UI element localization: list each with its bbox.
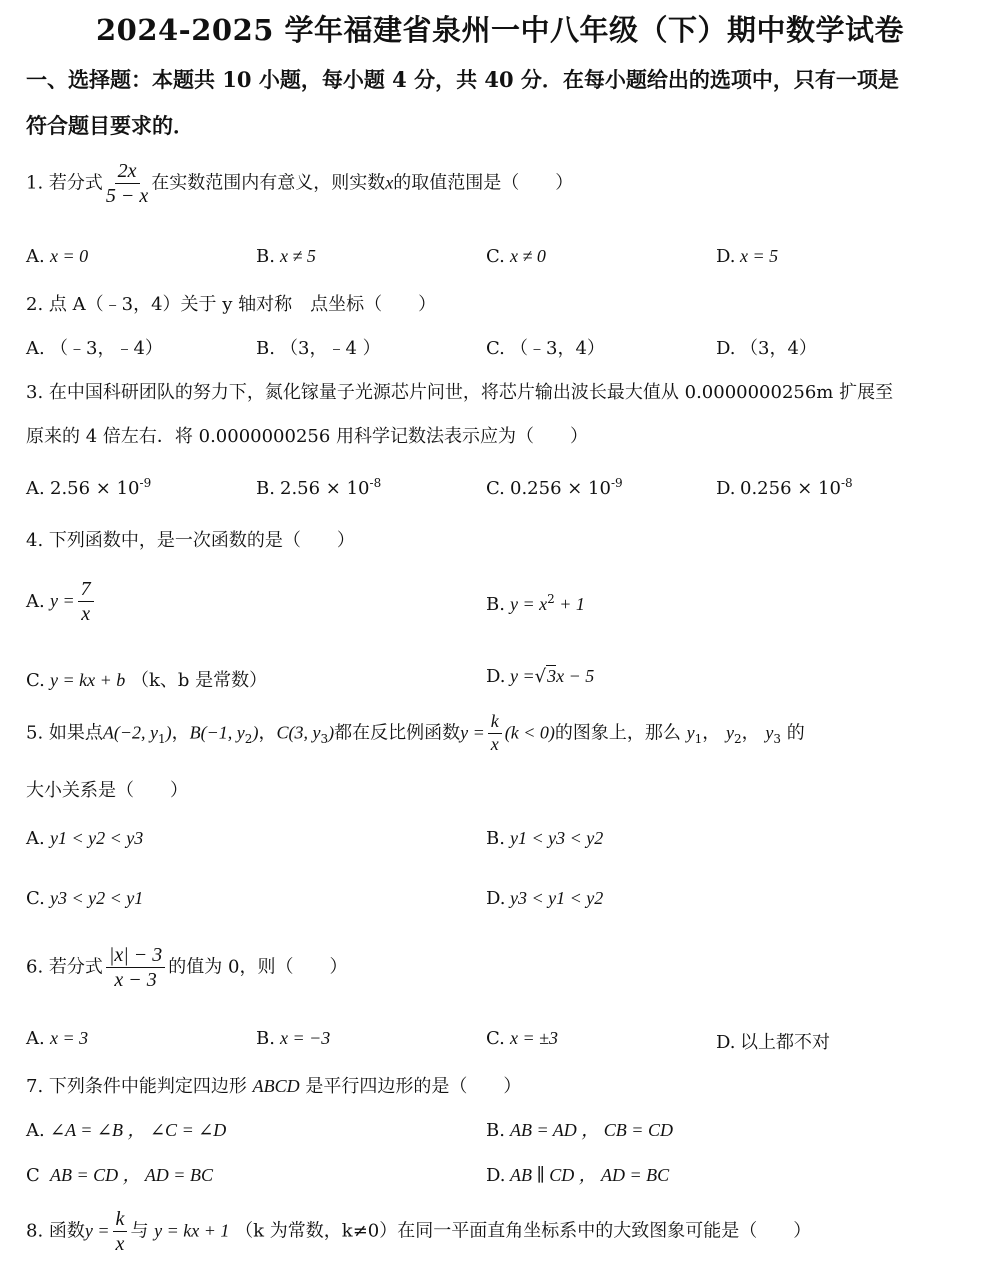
option-letter: A. <box>26 590 45 612</box>
option-letter: C. <box>486 1028 505 1049</box>
option-text: y = x <box>510 594 548 614</box>
option-letter: C. <box>486 478 505 499</box>
q5-stem-c: 的图象上，那么 <box>554 722 681 744</box>
option-text: AB = AD ， CB = CD <box>510 1120 673 1140</box>
option-letter: D. <box>716 1032 736 1053</box>
option-text: （﹣3，4） <box>510 338 605 359</box>
option-text-tail: x − 5 <box>556 666 595 686</box>
q1-var: x <box>385 172 394 193</box>
sqrt-icon: √ <box>534 666 547 687</box>
frac-den: x <box>115 1233 125 1255</box>
question-2: 2. 点 A（﹣3，4）关于 y 轴对称 点坐标（ ） <box>26 294 437 315</box>
q1-stem-post: 在实数范围内有意义，则实数 <box>151 172 386 194</box>
q6-stem-pre: 6. 若分式 <box>26 956 103 978</box>
option-text: x ≠ 0 <box>510 246 546 266</box>
frac-num: |x| − 3 <box>106 944 165 968</box>
q5-stem-a: 5. 如果点 <box>26 722 103 744</box>
option-text: x = 3 <box>50 1028 89 1048</box>
option-exponent: -9 <box>139 476 152 490</box>
option-letter: B. <box>256 246 275 267</box>
q5-point-b: B(−1, y <box>189 722 245 743</box>
option-text: x = −3 <box>280 1028 331 1048</box>
option-letter: C. <box>486 338 505 359</box>
option-text-tail: + 1 <box>554 594 585 614</box>
q1-option-c[interactable] <box>486 246 546 267</box>
q8-fraction <box>113 1208 128 1255</box>
q1-option-a[interactable] <box>26 246 88 267</box>
option-letter: A. <box>26 338 45 359</box>
q3-option-c[interactable] <box>486 476 623 499</box>
q4-option-a[interactable] <box>26 578 97 625</box>
option-letter: B. <box>256 338 275 359</box>
question-4: 4. 下列函数中，是一次函数的是（ ） <box>26 530 355 551</box>
frac-num: 7 <box>78 578 94 602</box>
question-3-line2: 原来的 4 倍左右．将 0.0000000256 用科学记数法表示应为（ ） <box>26 426 589 447</box>
option-exponent: -8 <box>840 476 853 490</box>
page-title: 2024-2025 学年福建省泉州一中八年级（下）期中数学试卷 <box>95 13 905 47</box>
option-text: x = 5 <box>740 246 779 266</box>
option-text: （﹣3，﹣4） <box>50 338 163 359</box>
option-text: 2.56 × 10 <box>280 478 370 499</box>
option-letter: A. <box>26 246 45 267</box>
section-heading-line1: 一、选择题：本题共 10 小题，每小题 4 分，共 40 分．在每小题给出的选项中，只有一项是 <box>26 67 899 92</box>
q3-option-a[interactable] <box>26 476 151 499</box>
q3-option-b[interactable] <box>256 476 381 499</box>
q7-option-d[interactable] <box>486 1161 669 1187</box>
option-text: x = 0 <box>50 246 89 266</box>
option-text: AB = CD ， AD = BC <box>50 1165 213 1185</box>
q8-fn2: y = kx + 1 <box>154 1220 230 1241</box>
q1-fraction <box>106 160 148 207</box>
q5-fraction <box>488 712 502 755</box>
option-text: AB ∥ CD ， AD = BC <box>510 1165 670 1185</box>
q2-option-a[interactable] <box>26 334 163 360</box>
option-letter: D. <box>486 888 506 909</box>
option-text: x ≠ 5 <box>280 246 316 266</box>
option-exponent: -8 <box>369 476 382 490</box>
q5-stem-d: 的 <box>786 722 805 744</box>
q6-option-c[interactable] <box>486 1028 558 1049</box>
q5-option-a[interactable] <box>26 828 143 849</box>
frac-den: x <box>490 733 499 754</box>
option-text: 2.56 × 10 <box>50 478 140 499</box>
option-text: y = <box>50 590 75 611</box>
option-text: 以上都不对 <box>740 1032 830 1053</box>
q7-option-c[interactable] <box>26 1161 213 1187</box>
q5-point-a: A(−2, y <box>102 722 159 743</box>
option-letter: B. <box>256 478 275 499</box>
option-text: y1 < y2 < y3 <box>50 828 144 848</box>
q6-stem-post: 的值为 0，则（ ） <box>168 956 348 978</box>
option-text: （3，﹣4 ） <box>280 338 381 359</box>
q3-option-d[interactable] <box>716 476 853 499</box>
option-text: y3 < y2 < y1 <box>50 888 144 908</box>
q6-fraction <box>106 944 165 991</box>
q2-option-c[interactable] <box>486 334 605 360</box>
option-letter: B. <box>486 594 505 615</box>
section-heading-line2: 符合题目要求的． <box>26 113 194 138</box>
option-letter: D. <box>716 246 736 267</box>
question-1 <box>26 160 573 207</box>
q5-option-c[interactable] <box>26 888 143 909</box>
q5-option-b[interactable] <box>486 828 603 849</box>
frac-den: x − 3 <box>114 969 157 991</box>
q8-stem-post: （k 为常数，k≠0）在同一平面直角坐标系中的大致图象可能是（ ） <box>235 1220 812 1242</box>
option-letter: A. <box>26 1120 45 1141</box>
q7-option-a[interactable] <box>26 1116 226 1142</box>
option-letter: D. <box>486 1165 506 1186</box>
q1-option-b[interactable] <box>256 246 316 267</box>
option-text: 0.256 × 10 <box>510 478 611 499</box>
option-text: ∠A = ∠B ， ∠C = ∠D <box>50 1120 227 1140</box>
option-letter: C. <box>26 670 45 691</box>
q8-stem-mid: 与 <box>130 1220 149 1242</box>
q5-stem-b: 都在反比例函数 <box>334 722 461 744</box>
question-5-line2: 大小关系是（ ） <box>26 780 188 801</box>
q6-option-d[interactable] <box>716 1028 830 1054</box>
option-letter: A. <box>26 828 45 849</box>
frac-num: k <box>488 712 502 734</box>
option-note: （k、b 是常数） <box>131 670 268 691</box>
q2-option-d[interactable] <box>716 334 817 360</box>
option-radicand: 3 <box>547 666 557 686</box>
question-5-line1: 5. 如果点A(−2, $y_1$)，B(−1, $y_2$)，C(3, $y_3$)都在反比例函数y = $\frac{k}{x}$ (k < 0)的图象上，那么 $y_1$， $y_2$， $y_3$ 的 <box>26 711 805 754</box>
q5-option-d[interactable] <box>486 888 603 909</box>
q2-option-b[interactable] <box>256 334 381 360</box>
q8-stem-pre: 8. 函数 <box>26 1220 85 1242</box>
q5-point-c: C(3, y <box>276 722 321 743</box>
q1-frac-num: 2x <box>115 160 140 184</box>
option-letter: C. <box>26 888 45 909</box>
q4-option-d[interactable] <box>486 666 594 687</box>
q4-option-c[interactable] <box>26 666 267 692</box>
q1-stem-pre: 1. 若分式 <box>26 172 103 194</box>
option-text: y = <box>510 666 535 686</box>
q7-stem-post: 是平行四边形的是（ ） <box>305 1076 522 1097</box>
question-3-line1: 3. 在中国科研团队的努力下，氮化镓量子光源芯片问世，将芯片输出波长最大值从 0.0000000256m 扩展至 <box>26 382 894 403</box>
q4a-fraction <box>78 578 94 625</box>
option-letter: B. <box>486 1120 505 1141</box>
q7-shape: ABCD <box>252 1076 300 1096</box>
q8-fn-lhs: y = <box>84 1220 110 1241</box>
option-letter: A. <box>26 1028 45 1049</box>
q6-option-b[interactable] <box>256 1028 330 1049</box>
q7-option-b[interactable] <box>486 1116 673 1142</box>
question-6 <box>26 944 347 991</box>
frac-num: k <box>113 1208 128 1232</box>
q1-frac-den: 5 − x <box>105 185 149 207</box>
q7-stem-pre: 7. 下列条件中能判定四边形 <box>26 1076 247 1097</box>
option-letter: A. <box>26 478 45 499</box>
q6-option-a[interactable] <box>26 1028 88 1049</box>
option-letter: B. <box>486 828 505 849</box>
option-letter: C. <box>486 246 505 267</box>
option-text: x = ±3 <box>510 1028 559 1048</box>
q5-fn-lhs: y = <box>460 722 485 743</box>
option-letter: D. <box>486 666 506 687</box>
option-exponent: 2 <box>547 592 555 606</box>
option-text: （3，4） <box>740 338 817 359</box>
q1-option-d[interactable] <box>716 246 778 267</box>
option-letter: C <box>26 1165 40 1186</box>
frac-den: x <box>81 603 91 625</box>
option-text: y = kx + b <box>50 670 126 690</box>
option-letter: D. <box>716 338 736 359</box>
option-text: 0.256 × 10 <box>740 478 841 499</box>
option-exponent: -9 <box>610 476 623 490</box>
option-letter: B. <box>256 1028 275 1049</box>
option-text: y3 < y1 < y2 <box>510 888 604 908</box>
question-8 <box>26 1208 811 1255</box>
q1-stem-end: 的取值范围是（ ） <box>393 172 574 194</box>
q4-option-b[interactable] <box>486 592 585 615</box>
option-text: y1 < y3 < y2 <box>510 828 604 848</box>
question-7 <box>26 1072 521 1098</box>
q5-fn-cond: (k < 0) <box>504 722 555 743</box>
option-letter: D. <box>716 478 736 499</box>
